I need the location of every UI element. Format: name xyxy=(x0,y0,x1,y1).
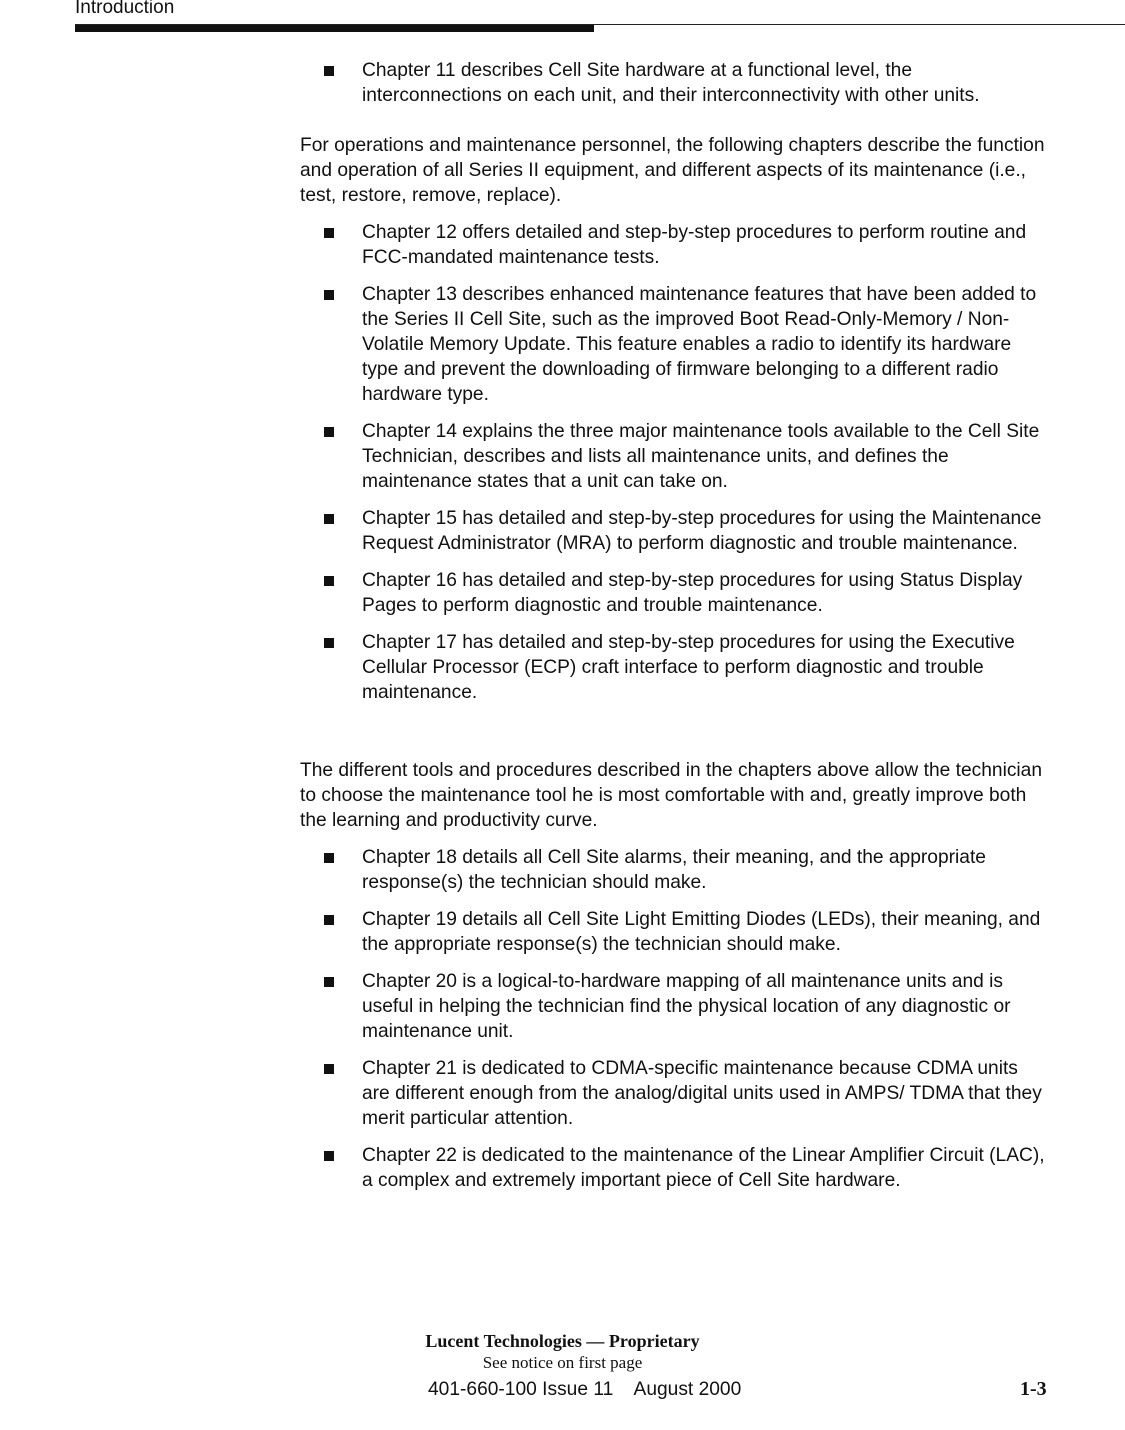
list-item xyxy=(300,630,1050,705)
body-paragraph: For operations and maintenance personnel, the following chapters describe the function and operation of all Series II equipment, and different aspects of its maintenance (i.e., test, restore, remove, replace). xyxy=(300,135,1045,206)
bullet-list-1 xyxy=(300,58,1050,108)
square-bullet-icon xyxy=(324,915,334,925)
square-bullet-icon xyxy=(324,853,334,863)
square-bullet-icon xyxy=(324,427,334,437)
list-item-text: Chapter 17 has detailed and step-by-step procedures for using the Executive Cellular Processor (ECP) craft interface to perform diagnostic and trouble maintenance. xyxy=(362,632,1015,703)
list-item-text: Chapter 13 describes enhanced maintenance features that have been added to the Series II Cell Site, such as the improved Boot Read-Only-Memory / Non-Volatile Memory Update. This feature enables a radio to identify its hardware type and prevent the downloading of firmware belonging to a different radio hardware type. xyxy=(362,284,1037,405)
list-item xyxy=(300,969,1050,1044)
section-operations xyxy=(300,133,1050,705)
list-item-text: Chapter 18 details all Cell Site alarms, their meaning, and the appropriate response(s) the technician should make. xyxy=(362,847,986,893)
running-header-title: Introduction xyxy=(75,0,175,18)
list-item xyxy=(300,282,1050,407)
list-item xyxy=(300,419,1050,494)
list-item xyxy=(300,568,1050,618)
square-bullet-icon xyxy=(324,576,334,586)
list-item-text: Chapter 15 has detailed and step-by-step procedures for using the Maintenance Request Administrator (MRA) to perform diagnostic and trouble maintenance. xyxy=(362,508,1042,554)
header-bar xyxy=(75,25,594,32)
square-bullet-icon xyxy=(324,638,334,648)
square-bullet-icon xyxy=(324,66,334,76)
list-item xyxy=(300,1143,1050,1193)
list-item-text: Chapter 22 is dedicated to the maintenance of the Linear Amplifier Circuit (LAC), a complex and extremely important piece of Cell Site hardware. xyxy=(362,1145,1045,1191)
section-alarms xyxy=(300,758,1050,1193)
list-item xyxy=(300,1056,1050,1131)
footer-company: Lucent Technologies — Proprietary xyxy=(425,1331,700,1351)
list-item-text: Chapter 21 is dedicated to CDMA-specific maintenance because CDMA units are different enough from the analog/digital units used in AMPS/ TDMA that they merit particular attention. xyxy=(362,1058,1042,1129)
square-bullet-icon xyxy=(324,977,334,987)
body-paragraph: The different tools and procedures described in the chapters above allow the technician to choose the maintenance tool he is most comfortable with and, greatly improve both the learning and productivity curve. xyxy=(300,760,1043,831)
list-item-text: Chapter 19 details all Cell Site Light Emitting Diodes (LEDs), their meaning, and the appropriate response(s) the technician should make. xyxy=(362,909,1041,955)
list-item-text: Chapter 12 offers detailed and step-by-step procedures to perform routine and FCC-mandated maintenance tests. xyxy=(362,222,1027,268)
square-bullet-icon xyxy=(324,1151,334,1161)
square-bullet-icon xyxy=(324,228,334,238)
list-item-text: Chapter 20 is a logical-to-hardware mapping of all maintenance units and is useful in helping the technician find the physical location of any diagnostic or maintenance unit. xyxy=(362,971,1011,1042)
square-bullet-icon xyxy=(324,514,334,524)
list-item xyxy=(300,58,1050,108)
list-item xyxy=(300,506,1050,556)
list-item xyxy=(300,907,1050,957)
list-item xyxy=(300,845,1050,895)
page-number: 1-3 xyxy=(1020,1378,1047,1400)
list-item-text: Chapter 11 describes Cell Site hardware at a functional level, the interconnections on each unit, and their interconnectivity with other units. xyxy=(362,60,980,106)
square-bullet-icon xyxy=(324,1064,334,1074)
footer-doc-info: 401-660-100 Issue 11 August 2000 xyxy=(428,1379,742,1400)
footer-notice: See notice on first page xyxy=(482,1353,643,1372)
square-bullet-icon xyxy=(324,290,334,300)
list-item-text: Chapter 16 has detailed and step-by-step procedures for using Status Display Pages to perform diagnostic and trouble maintenance. xyxy=(362,570,1023,616)
list-item xyxy=(300,220,1050,270)
list-item-text: Chapter 14 explains the three major maintenance tools available to the Cell Site Technician, describes and lists all maintenance units, and defines the maintenance states that a unit can take on. xyxy=(362,421,1040,492)
